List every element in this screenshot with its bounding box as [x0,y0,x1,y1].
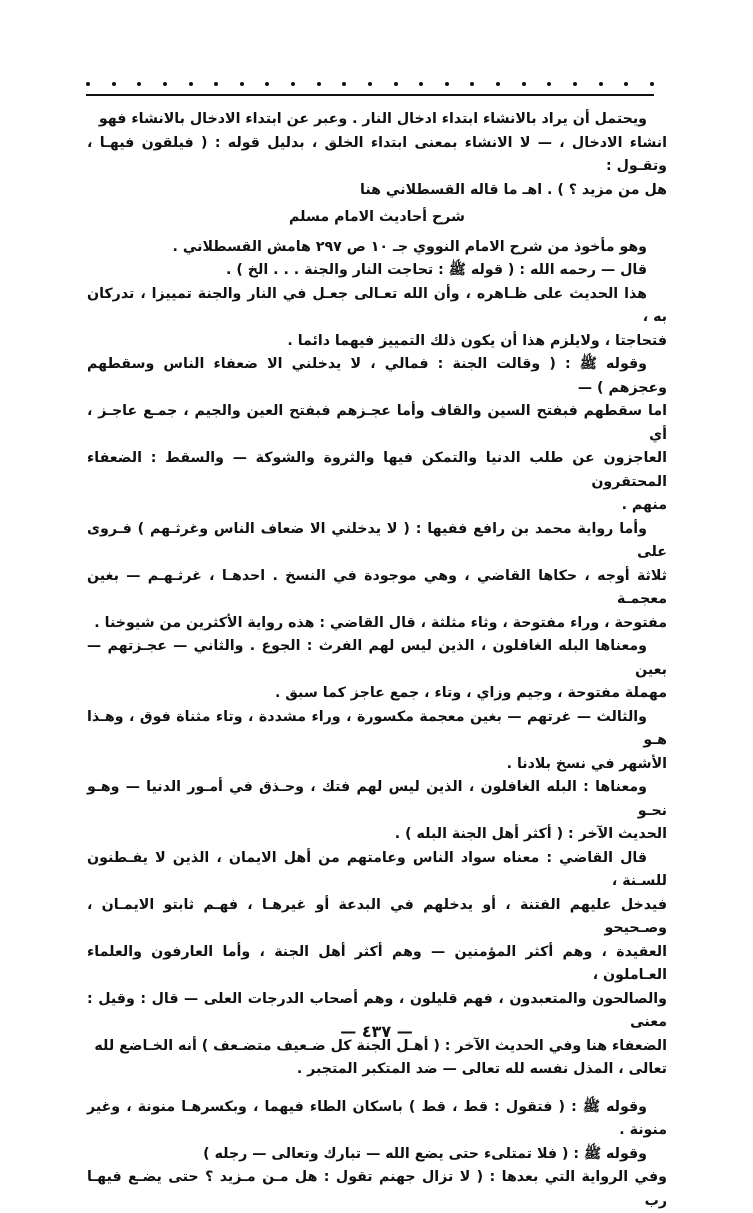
text-line: وفي الرواية التي بعدها : ( لا تزال جهنم تقول : هل مـن مـزيد ؟ حتى يضـع فيهـا رب [87,1169,667,1209]
text-line: اما سقطهم فبفتح السين والقاف وأما عجـزهم فبفتح العين والجيم ، جمـع عاجـز ، أي [87,403,667,443]
text-line: تعالى ، المذل نفسه لله تعالى — ضد المتكبر المتجبر . [296,1061,667,1077]
text-line: ثلاثة أوجه ، حكاها القاضي ، وهي موجودة في النسخ . احدهـا ، غرثـهـم — بغين معجمـة [87,567,667,607]
section-heading: شرح أحاديث الامام مسلم [289,209,465,225]
text-line: مهملة مفتوحة ، وجيم وزاي ، وتاء ، جمع عاجز كما سبق . [274,685,667,701]
text-line: وقوله ﷺ : ( فلا تمتلىء حتى يضع الله — تبارك وتعالى — رجله ) [203,1145,647,1162]
header-rule [86,94,654,96]
text-line: الأشهر في نسخ بلادنا . [506,755,667,772]
text-line: هل من مزيد ؟ ) . اهـ ما قاله القسطلاني هنا [360,181,667,198]
text-line: وأما رواية محمد بن رافع ففيها : ( لا يدخلني الا ضعاف الناس وغرثـهم ) فـروى على [87,520,667,560]
text-line: فيدخل عليهم الفتنة ، أو يدخلهم في البدعة أو غيرهـا ، فهـم ثابتو الايمـان ، وصـحيحو [87,896,667,936]
text-line: الضعفاء هنا وفي الحديث الآخر : ( أهـل الجنة كل ضـعيف متضـعف ) أنه الخـاضع لله [94,1037,667,1054]
text-line: والثالث — غرتهم — بغين معجمة مكسورة ، وراء مشددة ، وتاء مثناة فوق ، وهـذا هـو [87,708,667,748]
text-line: فتحاجتا ، ولايلزم هذا أن يكون ذلك التمييز فيهما دائما . [287,332,667,349]
text-line: وقوله ﷺ : ( وقالت الجنة : فمالي ، لا يدخلني الا ضعفاء الناس وسقطهم وعجزهم ) — [87,356,667,396]
page-number: — ٤٣٧ — [340,1022,413,1041]
text-line: هذا الحديث على ظـاهره ، وأن الله تعـالى جعـل في النار والجنة تمييزا ، تدركان به ، [87,285,667,325]
header-dot-ornament [86,82,654,90]
text-line: مفتوحة ، وراء مفتوحة ، وثاء مثلثة ، قال القاضي : هذه رواية الأكثرين من شيوخنا . [94,614,667,631]
text-line: والصالحون والمتعبدون ، فهم قليلون ، وهم أصحاب الدرجات العلى — قال : وقيل : معنى [87,990,667,1030]
text-line: قال القاضي : معناه سواد الناس وعامتهم من أهل الايمان ، الذين لا يفـطنون للسـنة ، [87,849,667,889]
text-line: العاجزون عن طلب الدنيا والتمكن فيها والثروة والشوكة — والسقط : الضعفاء المحتقرون [87,450,667,490]
text-line: وهو مأخوذ من شرح الامام النووي جـ ١٠ ص ٢٩٧ هامش القسطلاني . [172,238,647,255]
text-line: منهم . [621,497,667,513]
text-line: ويحتمل أن يراد بالانشاء ابتداء ادخال النار . وعبر عن ابتداء الادخال بالانشاء فهو [98,111,647,127]
text-line: وقوله ﷺ : ( فتقول : قط ، قط ) باسكان الطاء فيهما ، وبكسرهـا منونة ، وغير منونة . [87,1098,667,1138]
text-line: ومعناها البله الغافلون ، الذين ليس لهم الفرث : الجوع . والثاني — عجـزتهم — بعين [87,638,667,678]
text-line: العقيدة ، وهم أكثر المؤمنين — وهم أكثر أهل الجنة ، وأما العارفون والعلماء العـاملون ، [87,943,667,983]
text-line: ومعناها : البله الغافلون ، الذين ليس لهم فتك ، وحـذق في أمـور الدنيا — وهـو نحـو [87,779,667,819]
paragraph-gap [87,1082,667,1096]
text-line: قال — رحمه الله : ( قوله ﷺ : تحاجت النار والجنة . . . الخ ) . [226,262,647,278]
text-line: الحديث الآخر : ( أكثر أهل الجنة البله ) . [394,826,667,842]
text-line: انشاء الادخال ، — لا الانشاء بمعنى ابتداء الخلق ، بدليل قوله : ( فيلقون فيهـا ، وتقـول : [87,134,667,174]
body-text [87,108,667,1213]
